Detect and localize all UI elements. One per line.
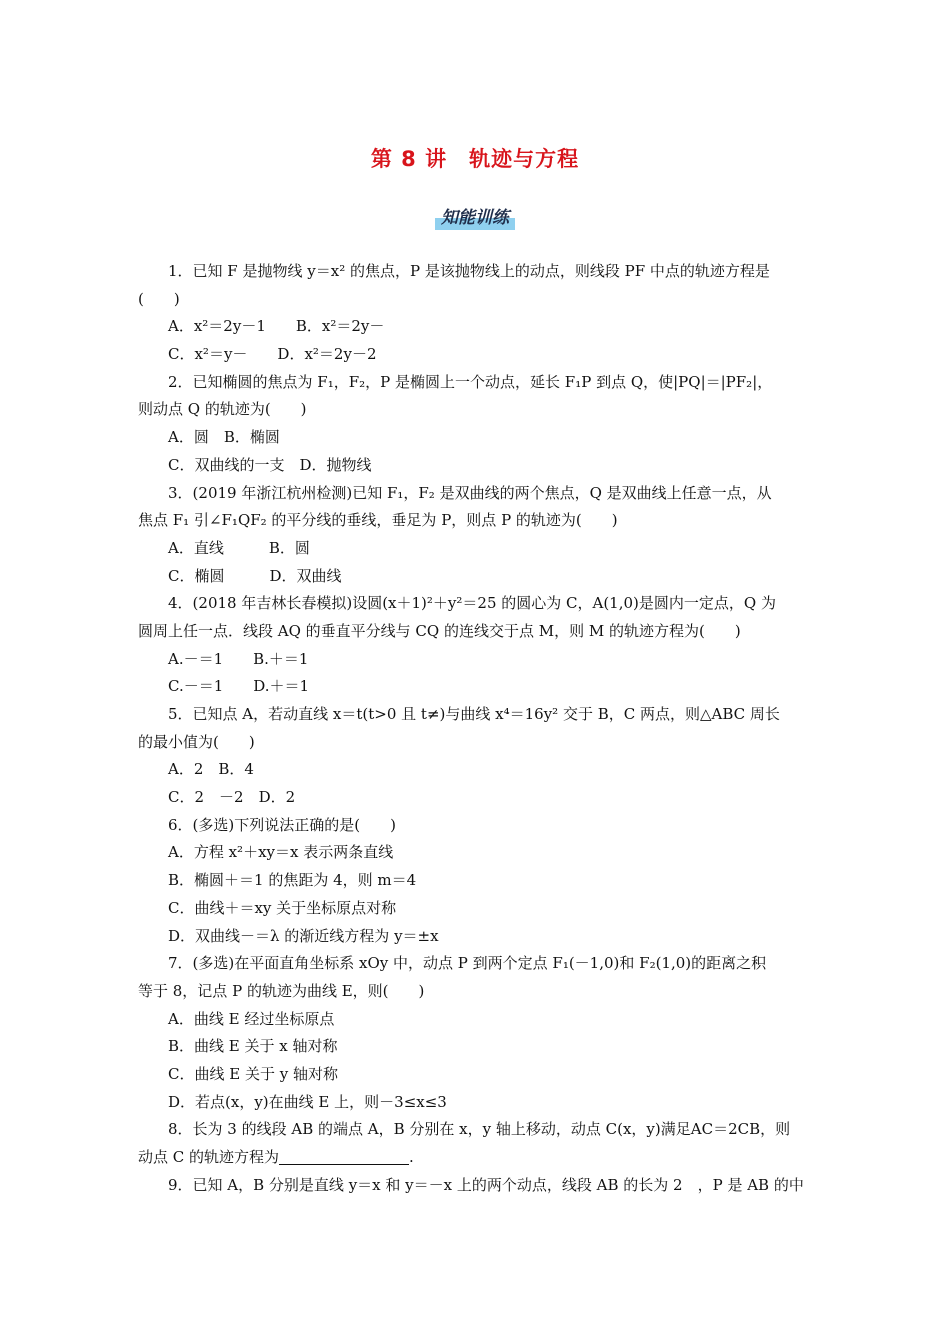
line-text: 8．长为 3 的线段 AB 的端点 A，B 分别在 x，y 轴上移动，动点 C(x，y)满足AC＝2CB，则 — [168, 1120, 791, 1139]
question-line — [138, 258, 815, 286]
option-line — [138, 341, 815, 369]
line-text: B．曲线 E 关于 x 轴对称 — [168, 1037, 338, 1056]
option-line — [138, 1006, 815, 1034]
option-line — [138, 424, 815, 452]
line-text: C．曲线＋＝xy 关于坐标原点对称 — [168, 898, 397, 917]
line-text: C．椭圆 D．双曲线 — [168, 566, 342, 585]
page-title: 第 8 讲 轨迹与方程 — [370, 147, 580, 171]
line-text: C．曲线 E 关于 y 轴对称 — [168, 1064, 338, 1083]
continuation-line — [138, 618, 815, 646]
line-text: A．x²＝2y－1 B．x²＝2y－ — [168, 317, 385, 336]
line-text: 则动点 Q 的轨迹为( ) — [138, 400, 307, 419]
option-line — [138, 646, 815, 674]
line-text: A．曲线 E 经过坐标原点 — [168, 1009, 335, 1028]
line-text: 2．已知椭圆的焦点为 F₁，F₂，P 是椭圆上一个动点，延长 F₁P 到点 Q，使|PQ|＝|PF₂|， — [168, 372, 773, 391]
line-text: A．方程 x²＋xy＝x 表示两条直线 — [168, 843, 394, 862]
line-text: C.－＝1 D.＋＝1 — [168, 677, 310, 696]
line-text: B．椭圆＋＝1 的焦距为 4，则 m＝4 — [168, 871, 417, 890]
option-line — [138, 1089, 815, 1117]
line-text: D．若点(x，y)在曲线 E 上，则－3≤x≤3 — [168, 1092, 447, 1111]
option-line — [138, 756, 815, 784]
line-text: 6．(多选)下列说法正确的是( ) — [168, 815, 396, 834]
line-text: 的最小值为( ) — [138, 732, 255, 751]
line-text: A．2 B．4 — [168, 760, 254, 779]
option-line — [138, 895, 815, 923]
option-line — [138, 1033, 815, 1061]
answer-blank[interactable] — [279, 1148, 409, 1165]
question-line — [138, 480, 815, 508]
line-text: C．x²＝y－ D．x²＝2y－2 — [168, 345, 377, 364]
question-line — [138, 590, 815, 618]
continuation-line — [138, 396, 815, 424]
option-line — [138, 452, 815, 480]
line-text: 7．(多选)在平面直角坐标系 xOy 中，动点 P 到两个定点 F₁(－1,0)和 F₂(1,0)的距离之积 — [168, 954, 767, 973]
line-text: A.－＝1 B.＋＝1 — [168, 649, 309, 668]
line-text: 5．已知点 A，若动直线 x＝t(t>0 且 t≠)与曲线 x⁴＝16y² 交于 B，C 两点，则△ABC 周长 — [168, 705, 780, 723]
option-line — [138, 313, 815, 341]
section-badge: 知能训练 — [435, 203, 515, 230]
line-text: C．2 －2 D．2 — [168, 788, 296, 807]
option-line — [138, 784, 815, 812]
continuation-line — [138, 978, 815, 1006]
line-text: C．双曲线的一支 D．抛物线 — [168, 455, 372, 474]
line-text: 4．(2018 年吉林长春模拟)设圆(x＋1)²＋y²＝25 的圆心为 C，A(1,0)是圆内一定点，Q 为 — [168, 594, 776, 613]
option-line — [138, 923, 815, 951]
line-text: 焦点 F₁ 引∠F₁QF₂ 的平分线的垂线，垂足为 P，则点 P 的轨迹为( ) — [138, 511, 618, 530]
line-text: D．双曲线－＝λ 的渐近线方程为 y＝±x — [168, 926, 439, 945]
option-line — [138, 839, 815, 867]
question-list — [138, 258, 815, 1199]
question-line — [138, 369, 815, 397]
question-line — [138, 701, 815, 729]
question-line — [138, 1116, 815, 1144]
option-line — [138, 673, 815, 701]
line-text: 9．已知 A，B 分别是直线 y＝x 和 y＝－x 上的两个动点，线段 AB 的长为 2 ，P 是 AB 的中 — [168, 1175, 804, 1194]
continuation-line — [138, 286, 815, 314]
continuation-line — [138, 1144, 815, 1172]
line-text: 3．(2019 年浙江杭州检测)已知 F₁，F₂ 是双曲线的两个焦点，Q 是双曲线上任意一点，从 — [168, 483, 772, 502]
option-line — [138, 867, 815, 895]
continuation-line — [138, 729, 815, 757]
line-text: ( ) — [138, 289, 180, 308]
line-text: 等于 8，记点 P 的轨迹为曲线 E，则( ) — [138, 981, 425, 1000]
option-line — [138, 1061, 815, 1089]
option-line — [138, 535, 815, 563]
section-badge-wrap — [0, 203, 950, 230]
line-text: 1．已知 F 是抛物线 y＝x² 的焦点，P 是该抛物线上的动点，则线段 PF 中点的轨迹方程是 — [168, 262, 770, 280]
option-line — [138, 563, 815, 591]
line-text: A．直线 B．圆 — [168, 538, 310, 557]
line-text: 动点 C 的轨迹方程为 — [138, 1148, 280, 1166]
question-line — [138, 812, 815, 840]
line-text: 圆周上任一点．线段 AQ 的垂直平分线与 CQ 的连线交于点 M，则 M 的轨迹方程为( ) — [138, 621, 741, 640]
line-text: A．圆 B．椭圆 — [168, 428, 280, 447]
question-line — [138, 1172, 815, 1200]
line-end: . — [409, 1148, 414, 1166]
continuation-line — [138, 507, 815, 535]
question-line — [138, 950, 815, 978]
